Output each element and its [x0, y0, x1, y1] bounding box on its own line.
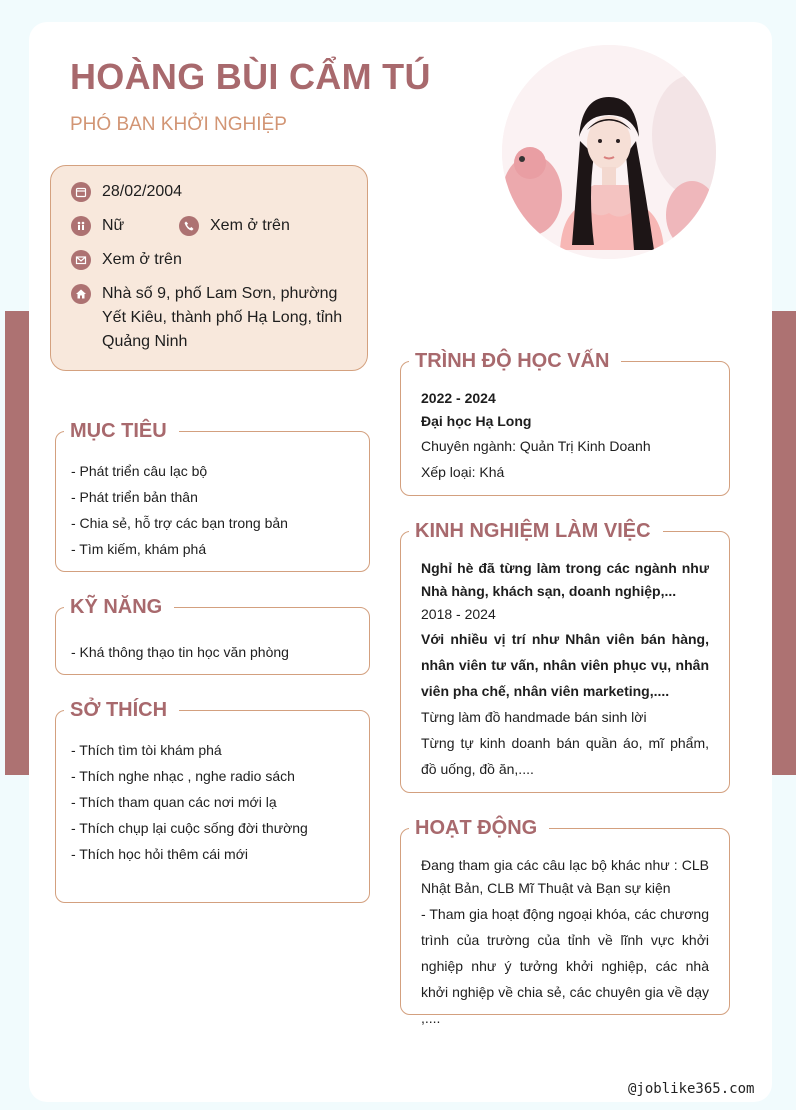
- hobbies-title: SỞ THÍCH: [64, 697, 179, 723]
- right-accent-bar: [772, 311, 796, 775]
- candidate-position: PHÓ BAN KHỞI NGHIỆP: [70, 114, 287, 135]
- education-school: Đại học Hạ Long: [421, 413, 532, 429]
- experience-detail: Từng tự kinh doanh bán quần áo, mĩ phẩm, đồ uống, đồ ăn,....: [421, 735, 709, 777]
- education-section: [400, 350, 730, 496]
- birthday-row: [71, 180, 182, 204]
- address-line: Yết Kiêu, thành phố Hạ Long, tỉnh: [102, 309, 343, 326]
- objective-title: MỤC TIÊU: [64, 418, 179, 444]
- hobby-item: - Thích chụp lại cuộc sống đời thường: [71, 820, 308, 836]
- skills-section: [55, 596, 370, 675]
- education-major: Chuyên ngành: Quản Trị Kinh Doanh: [421, 438, 651, 454]
- experience-period: 2018 - 2024: [421, 606, 496, 622]
- skill-item: - Khá thông thạo tin học văn phòng: [71, 644, 289, 660]
- objective-item: - Tìm kiếm, khám phá: [71, 541, 207, 557]
- experience-roles: Với nhiều vị trí như Nhân viên bán hàng, nhân viên tư vấn, nhân viên phục vụ, nhân viên pha chế, nhân viên marketing,....: [421, 631, 709, 699]
- objective-item: - Phát triển câu lạc bộ: [71, 463, 208, 479]
- calendar-icon: [71, 182, 91, 202]
- hobby-item: - Thích học hỏi thêm cái mới: [71, 846, 248, 862]
- mail-icon: [71, 250, 91, 270]
- objective-item: - Phát triển bản thân: [71, 489, 198, 505]
- experience-title: KINH NGHIỆM LÀM VIỆC: [409, 518, 663, 544]
- education-title: TRÌNH ĐỘ HỌC VẤN: [409, 348, 621, 374]
- left-accent-bar: [5, 311, 29, 775]
- email-row: [71, 248, 182, 272]
- gender-icon: [71, 216, 91, 236]
- address-value: [102, 282, 342, 354]
- watermark: @joblike365.com: [628, 1081, 755, 1097]
- contact-info-card: [50, 165, 368, 371]
- phone-icon: [179, 216, 199, 236]
- activities-extracurricular: - Tham gia hoạt động ngoại khóa, các chương trình của trường của tỉnh về lĩnh vực khởi nghiệp như ý tưởng khởi nghiệp, các nhà khởi nghiệp về chia sẻ, các chuyên gia về dạy ,....: [421, 906, 709, 1026]
- experience-section: [400, 520, 730, 793]
- experience-detail: Từng làm đồ handmade bán sinh lời: [421, 709, 647, 725]
- candidate-name: HOÀNG BÙI CẨM TÚ: [70, 56, 431, 97]
- activities-clubs: Đang tham gia các câu lạc bộ khác như : CLB Nhật Bản, CLB Mĩ Thuật và Bạn sự kiện: [421, 857, 709, 896]
- gender-value: Nữ: [102, 217, 125, 234]
- skills-title: KỸ NĂNG: [64, 594, 174, 620]
- hobby-item: - Thích tìm tòi khám phá: [71, 742, 222, 758]
- education-period: 2022 - 2024: [421, 390, 496, 406]
- activities-title: HOẠT ĐỘNG: [409, 815, 549, 841]
- objective-section: [55, 420, 370, 572]
- hobby-item: - Thích nghe nhạc , nghe radio sách: [71, 768, 295, 784]
- education-grade: Xếp loại: Khá: [421, 464, 505, 480]
- activities-section: [400, 817, 730, 1026]
- experience-summary: Nghỉ hè đã từng làm trong các ngành như Nhà hàng, khách sạn, doanh nghiệp,...: [421, 560, 709, 599]
- birthday-value: 28/02/2004: [102, 183, 183, 200]
- home-icon: [71, 284, 91, 304]
- hobby-item: - Thích tham quan các nơi mới lạ: [71, 794, 277, 810]
- address-line: Nhà số 9, phố Lam Sơn, phường: [102, 285, 338, 302]
- address-row: [71, 282, 351, 354]
- phone-row: [179, 214, 290, 238]
- address-line: Quảng Ninh: [102, 333, 188, 350]
- gender-row: [71, 214, 171, 238]
- hobbies-section: [55, 699, 370, 903]
- avatar: [502, 45, 716, 259]
- phone-value[interactable]: Xem ở trên: [210, 217, 290, 234]
- objective-item: - Chia sẻ, hỗ trợ các bạn trong bản: [71, 515, 288, 531]
- email-value[interactable]: Xem ở trên: [102, 251, 182, 268]
